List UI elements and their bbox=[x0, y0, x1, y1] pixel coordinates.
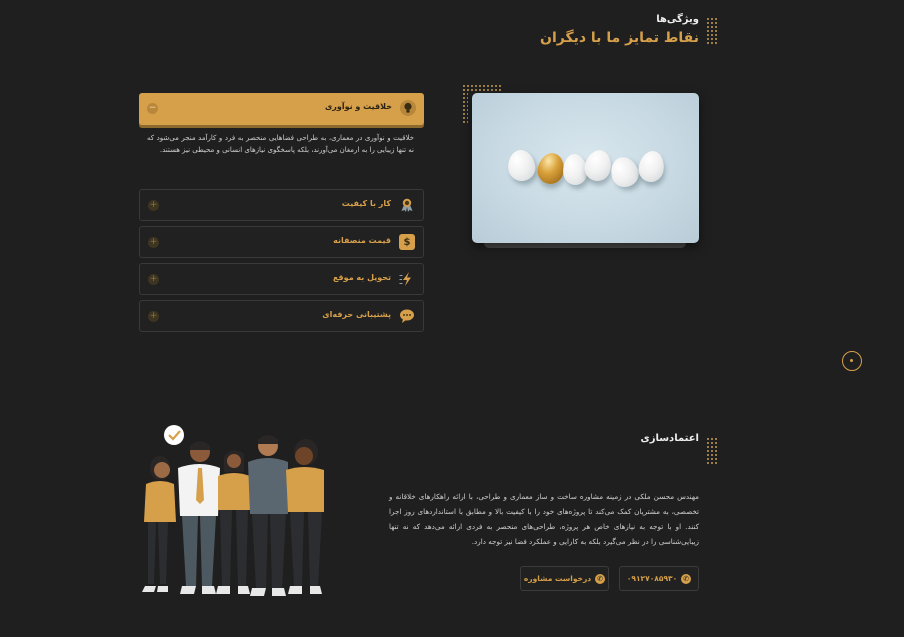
dollar-icon: $ bbox=[399, 234, 415, 250]
accordion-item-price[interactable] bbox=[139, 226, 424, 258]
scroll-indicator-button[interactable] bbox=[842, 351, 862, 371]
dots-decoration bbox=[706, 437, 718, 465]
section-subtitle: ویژگی‌ها bbox=[656, 14, 699, 25]
expand-icon[interactable]: + bbox=[149, 311, 158, 321]
trust-description: مهندس محسن ملکی در زمینه مشاوره ساخت و ساز معماری و طراحی، با ارائه راهکارهای خلاقانه و تخصصی، به مشتریان کمک می‌کند تا پروژه‌های خود را با کیفیت بالا و مطابق با استانداردهای روز اجرا کنند. او با توجه به نیازهای خاص هر پروژه، طراحی‌های منحصر به فردی ارائه می‌دهد که نه تنها زیبایی‌شناسی را در نظر می‌گیرد بلکه به کارایی و عملکرد فضا نیز توجه دارد. bbox=[389, 492, 699, 546]
accordion-label: پشتیبانی حرفه‌ای bbox=[322, 310, 391, 319]
lightning-icon bbox=[399, 271, 415, 287]
accordion-label: قیمت منصفانه bbox=[333, 236, 391, 245]
expand-icon[interactable]: + bbox=[149, 200, 158, 210]
egg bbox=[636, 149, 666, 184]
egg bbox=[582, 147, 615, 183]
dots-decoration bbox=[462, 84, 502, 92]
team-illustration bbox=[136, 424, 332, 602]
expand-icon[interactable]: + bbox=[149, 237, 158, 247]
section-title: نقاط تمایز ما با دیگران bbox=[540, 30, 699, 46]
dots-decoration bbox=[462, 88, 468, 124]
phone-icon: ✆ bbox=[681, 574, 691, 584]
support-chat-icon bbox=[399, 308, 415, 324]
egg bbox=[607, 154, 642, 191]
egg bbox=[506, 148, 537, 182]
accordion-item-support[interactable] bbox=[139, 300, 424, 332]
collapse-icon[interactable]: − bbox=[148, 103, 157, 113]
phone-button[interactable] bbox=[619, 566, 699, 591]
phone-number: ۰۹۱۲۷۰۸۵۹۳۰ bbox=[626, 574, 678, 583]
accordion-label: تحویل به موقع bbox=[332, 273, 391, 282]
accordion-item-creativity[interactable] bbox=[139, 93, 424, 125]
accordion-item-quality[interactable] bbox=[139, 189, 424, 221]
eggs-image bbox=[472, 93, 699, 243]
accordion-label: کار با کیفیت bbox=[341, 199, 391, 208]
accordion-body: خلاقیت و نوآوری در معماری، به طراحی فضاهایی منحصر به فرد و کارآمد منجر می‌شود که نه تنها زیبایی را به ارمغان می‌آورند، بلکه پاسخگوی نیازهای انسانی و محیطی نیز هستند. bbox=[147, 134, 414, 154]
consult-label: درخواست مشاوره bbox=[523, 574, 592, 583]
expand-icon[interactable]: + bbox=[149, 274, 158, 284]
award-medal-icon bbox=[399, 197, 415, 213]
phone-icon: ✆ bbox=[595, 574, 605, 584]
dots-decoration bbox=[706, 17, 718, 45]
section-title-trust: اعتمادسازی bbox=[640, 433, 699, 444]
accordion-item-delivery[interactable] bbox=[139, 263, 424, 295]
lightbulb-icon bbox=[400, 100, 416, 116]
consult-request-button[interactable] bbox=[520, 566, 609, 591]
accordion-label: خلاقیت و نوآوری bbox=[324, 102, 392, 111]
